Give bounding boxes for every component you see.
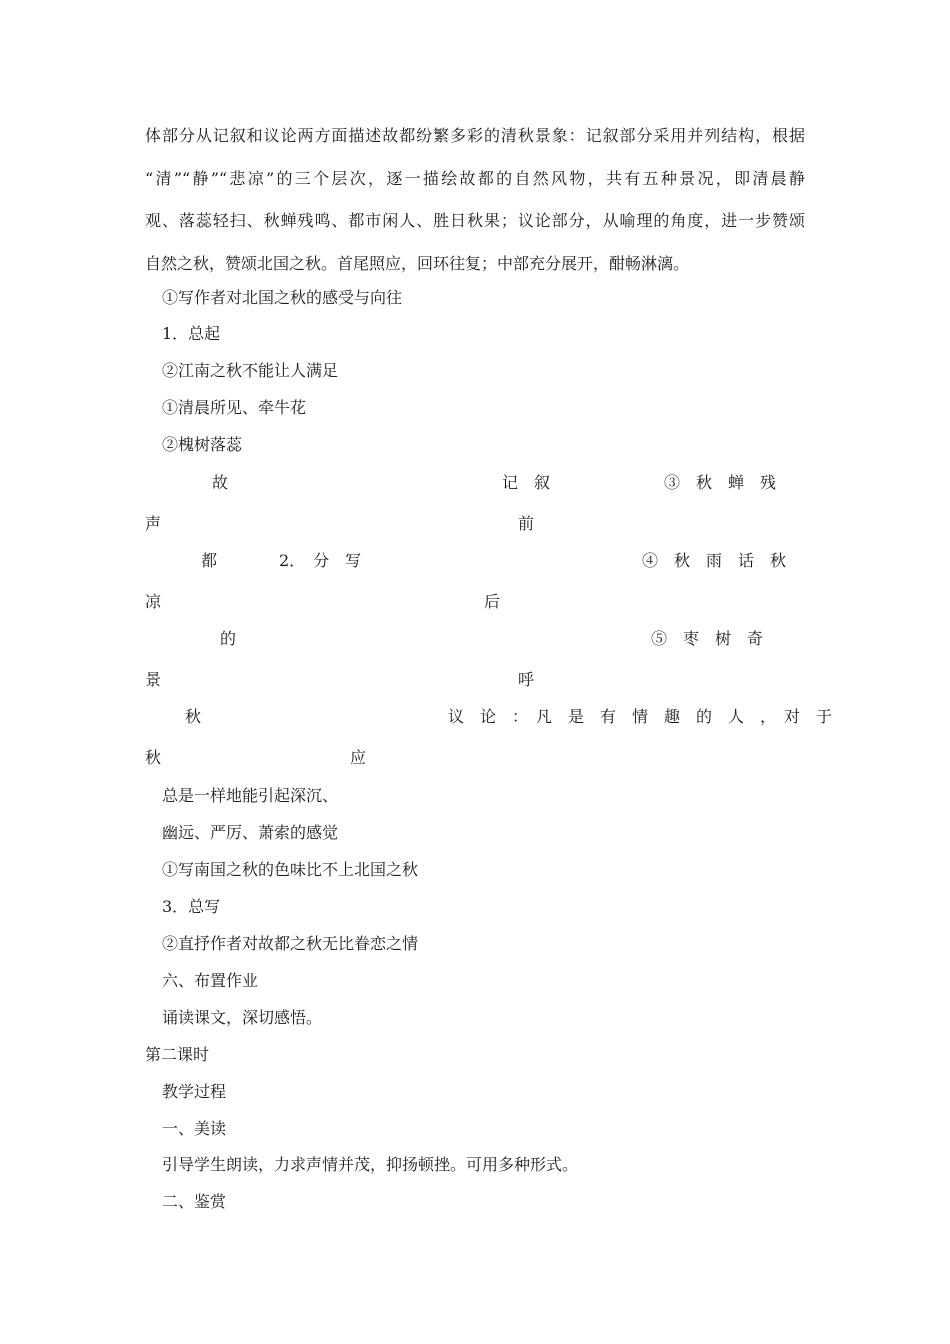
outline-sheng: 声: [145, 514, 162, 533]
outline-zongqi: 1．总起: [162, 324, 221, 343]
lesson2-process: 教学过程: [162, 1082, 227, 1101]
outline-yl2: 总是一样地能引起深沉、: [162, 786, 339, 805]
outline-c2: ②直抒作者对故都之秋无比眷恋之情: [162, 934, 419, 953]
paragraph-line-3: 观、落蕊轻扫、秋蝉残鸣、都市闲人、胜日秋果；议论部分，从喻理的角度，进一步赞颂: [145, 211, 805, 230]
outline-yl3: 幽远、严厉、萧索的感觉: [162, 823, 339, 842]
lesson2-s1: 一、美读: [162, 1119, 227, 1138]
outline-b1: ①清晨所见、牵牛花: [162, 398, 307, 417]
outline-hu: 呼: [518, 670, 535, 689]
lesson2-s1-text: 引导学生朗读，力求声情并茂，抑扬顿挫。可用多种形式。: [162, 1155, 579, 1174]
outline-fenxie: 2． 分 写: [279, 551, 362, 570]
homework-text: 诵读课文，深切感悟。: [162, 1008, 323, 1027]
outline-qiu2: 秋: [145, 748, 162, 767]
outline-de: 的: [220, 629, 237, 648]
paragraph-line-2: “清”“静”“悲凉”的三个层次，逐一描绘故都的自然风物，共有五种景况，即清晨静: [145, 169, 805, 188]
outline-qiu: 秋: [185, 707, 202, 726]
outline-hou: 后: [484, 592, 501, 611]
outline-ying: 应: [350, 748, 367, 767]
outline-c1: ①写南国之秋的色味比不上北国之秋: [162, 860, 419, 879]
outline-liang: 凉: [145, 592, 162, 611]
outline-gu: 故: [212, 473, 229, 492]
outline-b2: ②槐树落蕊: [162, 435, 243, 454]
lesson2-title: 第二课时: [145, 1045, 210, 1064]
paragraph-line-1: 体部分从记叙和议论两方面描述故都纷繁多彩的清秋景象：记叙部分采用并列结构，根据: [145, 126, 805, 145]
outline-qian: 前: [518, 514, 535, 533]
outline-b3: ③ 秋 蝉 残: [664, 473, 777, 492]
outline-b5: ⑤ 枣 树 奇: [651, 629, 764, 648]
outline-jixu: 记 叙: [502, 473, 551, 492]
outline-jing: 景: [145, 670, 162, 689]
paragraph-line-4: 自然之秋，赞颂北国之秋。首尾照应，回环往复；中部充分展开，酣畅淋漓。: [145, 254, 690, 273]
outline-a2: ②江南之秋不能让人满足: [162, 361, 339, 380]
outline-zongxie: 3．总写: [162, 897, 221, 916]
lesson2-s2: 二、鉴赏: [162, 1192, 227, 1211]
outline-a1: ①写作者对北国之秋的感受与向往: [162, 288, 403, 307]
homework-title: 六、布置作业: [162, 971, 259, 990]
outline-du: 都: [201, 551, 218, 570]
outline-b4: ④ 秋 雨 话 秋: [642, 551, 787, 570]
outline-yilun: 议 论 ： 凡 是 有 情 趣 的 人 ， 对 于: [448, 707, 833, 726]
